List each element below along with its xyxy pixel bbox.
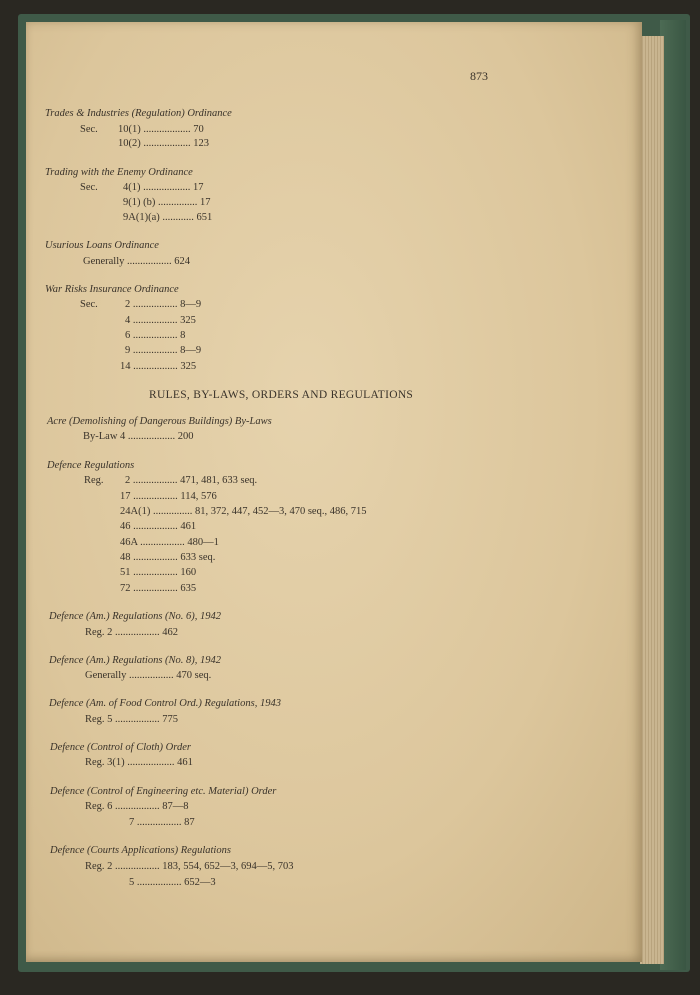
index-entry: 9 ................. 8—9 [125, 345, 202, 356]
index-heading: Defence (Am.) Regulations (No. 6), 1942 [49, 611, 222, 622]
index-entry: 72 ................. 635 [120, 583, 197, 594]
index-entry: 2 ................. 8—9 [125, 299, 202, 310]
index-label: Sec. [80, 124, 98, 135]
index-label: Sec. [80, 299, 98, 310]
section-heading: RULES, BY-LAWS, ORDERS AND REGULATIONS [149, 389, 414, 401]
index-entry: 7 ................. 87 [129, 817, 195, 828]
index-entry: 14 ................. 325 [120, 361, 197, 372]
index-entry: Reg. 2 ................. 462 [85, 627, 179, 638]
index-heading: Acre (Demolishing of Dangerous Buildings) By-Laws [47, 416, 272, 427]
index-entry: 2 ................. 471, 481, 633 seq. [125, 475, 258, 486]
index-heading: Trading with the Enemy Ordinance [45, 167, 193, 178]
index-heading: Defence Regulations [47, 460, 135, 471]
index-entry: 46A ................. 480—1 [120, 537, 219, 548]
index-entry: 5 ................. 652—3 [129, 877, 216, 888]
index-entry: 48 ................. 633 seq. [120, 552, 216, 563]
index-heading: Defence (Control of Engineering etc. Material) Order [50, 786, 277, 797]
index-entry: By-Law 4 .................. 200 [83, 431, 194, 442]
index-entry: 24A(1) ............... 81, 372, 447, 452—3, 470 seq., 486, 715 [120, 506, 367, 517]
index-label: Sec. [80, 182, 98, 193]
index-entry: 9A(1)(a) ............ 651 [123, 212, 213, 223]
index-heading: Usurious Loans Ordinance [45, 240, 159, 251]
index-entry: Reg. 6 ................. 87—8 [85, 801, 189, 812]
index-entry: Reg. 3(1) .................. 461 [85, 757, 193, 768]
index-heading: Defence (Control of Cloth) Order [50, 742, 191, 753]
index-entry: Generally ................. 624 [83, 256, 191, 267]
index-entry: 17 ................. 114, 576 [120, 491, 217, 502]
index-heading: War Risks Insurance Ordinance [45, 284, 179, 295]
index-label: Reg. [84, 475, 104, 486]
page-number: 873 [470, 69, 488, 83]
index-heading: Defence (Courts Applications) Regulations [50, 845, 231, 856]
index-entry: 46 ................. 461 [120, 521, 197, 532]
index-heading: Defence (Am.) Regulations (No. 8), 1942 [49, 655, 222, 666]
index-entry: Reg. 5 ................. 775 [85, 714, 179, 725]
index-entry: 10(1) .................. 70 [118, 124, 204, 135]
index-entry: 4 ................. 325 [125, 315, 196, 326]
index-entry: 51 ................. 160 [120, 567, 197, 578]
index-entry: 6 ................. 8 [125, 330, 186, 341]
index-heading: Defence (Am. of Food Control Ord.) Regulations, 1943 [49, 698, 281, 709]
index-heading: Trades & Industries (Regulation) Ordinance [45, 108, 232, 119]
index-entry: Reg. 2 ................. 183, 554, 652—3, 694—5, 703 [85, 861, 294, 872]
book-page [26, 22, 642, 962]
index-entry: 9(1) (b) ............... 17 [123, 197, 211, 208]
page-edges [640, 36, 664, 964]
index-entry: Generally ................. 470 seq. [85, 670, 212, 681]
index-entry: 4(1) .................. 17 [123, 182, 204, 193]
index-entry: 10(2) .................. 123 [118, 138, 209, 149]
